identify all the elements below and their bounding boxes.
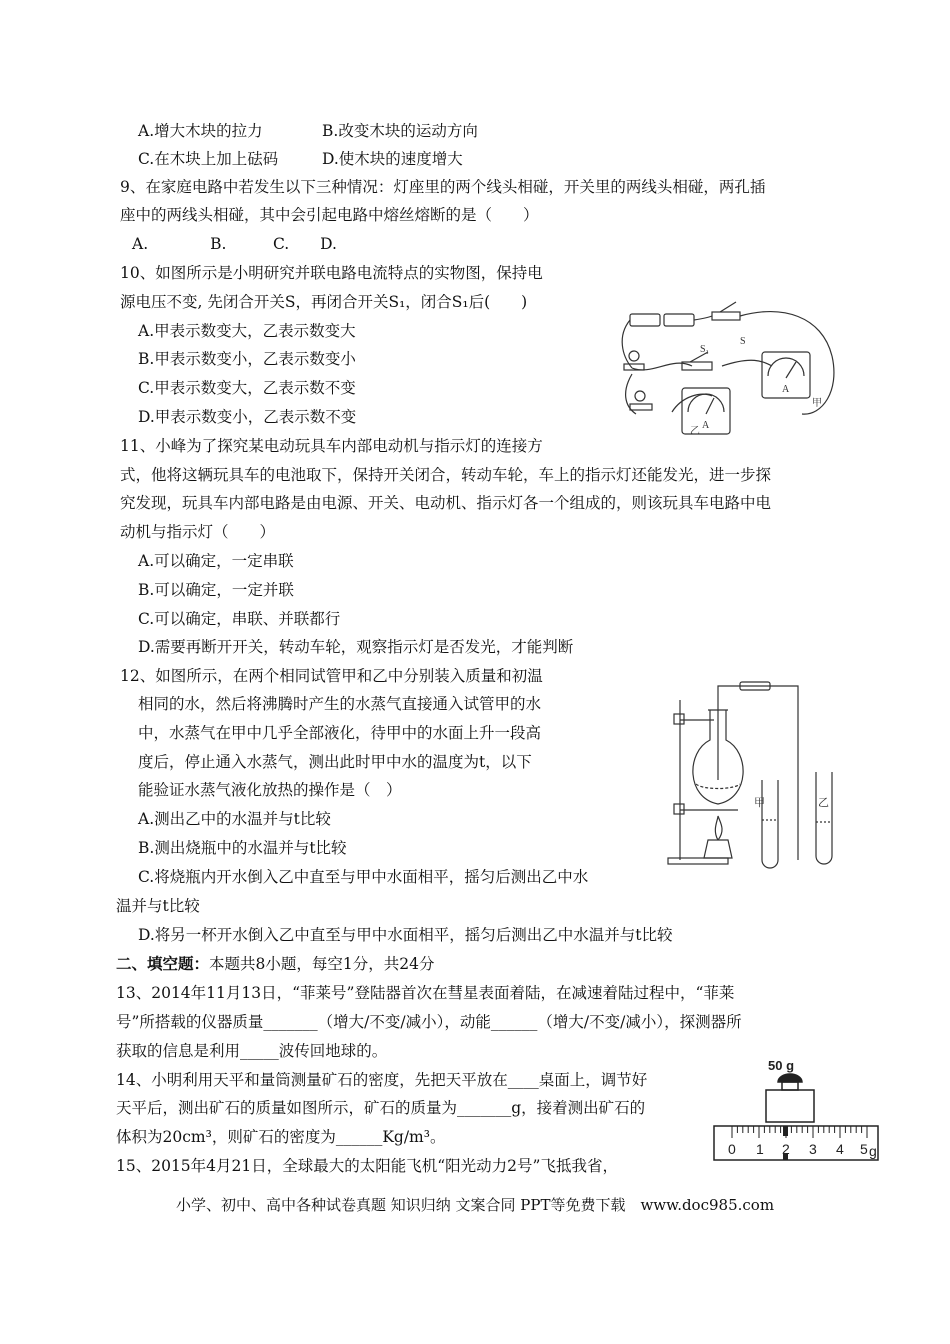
q11-option-d: D.需要再断开开关，转动车轮，观察指示灯是否发光，才能判断: [138, 638, 574, 656]
q12-option-a: A.测出乙中的水温并与t比较: [138, 810, 331, 828]
balance-weight-figure: [712, 1054, 882, 1164]
q10-option-b: B.甲表示数变小，乙表示数变小: [138, 350, 356, 368]
fig-label-jia: 甲: [812, 398, 822, 409]
q13-line-1: 13、2014年11月13日，“菲莱号”登陆器首次在彗星表面着陆，在减速着陆过程中，“菲莱: [116, 984, 735, 1002]
q14-line-1: 14、小明利用天平和量筒测量矿石的密度，先把天平放在____桌面上，调节好: [116, 1071, 648, 1089]
scale-label-1: 1: [756, 1141, 764, 1157]
fig-label-a-jia: A: [782, 384, 790, 395]
q8-option-c: C.在木块上加上砝码: [138, 150, 279, 168]
scale-unit: g: [869, 1143, 877, 1159]
scale-label-0: 0: [728, 1141, 736, 1157]
q15-line-1: 15、2015年4月21日，全球最大的太阳能飞机“阳光动力2号”飞抵我省，: [116, 1157, 618, 1175]
q11-option-a: A.可以确定，一定串联: [138, 552, 294, 570]
scale-label-3: 3: [809, 1141, 817, 1157]
q9-line-2: 座中的两线头相碰，其中会引起电路中熔丝熔断的是（ ）: [120, 206, 539, 224]
scale-label-4: 4: [836, 1141, 844, 1157]
steam-apparatus-figure: [658, 680, 848, 870]
parallel-circuit-figure: [612, 296, 844, 436]
q14-line-2: 天平后，测出矿石的质量如图所示，矿石的质量为_______g，接着测出矿石的: [116, 1099, 646, 1117]
q11-option-b: B.可以确定，一定并联: [138, 581, 294, 599]
q9-line-1: 9、在家庭电路中若发生以下三种情况：灯座里的两个线头相碰，开关里的两线头相碰，两孔插: [120, 178, 766, 196]
scale-label-5: 5: [860, 1141, 868, 1157]
q12-line-4: 度后，停止通入水蒸气，测出此时甲中水的温度为t，以下: [138, 753, 532, 771]
q12-line-2: 相同的水，然后将沸腾时产生的水蒸气直接通入试管甲的水: [138, 695, 542, 713]
weight-label: 50 g: [768, 1058, 795, 1073]
q11-line-4: 动机与指示灯（ ）: [120, 523, 276, 541]
q12-option-b: B.测出烧瓶中的水温并与t比较: [138, 839, 347, 857]
fig-label-tube-jia: 甲: [754, 797, 765, 809]
q10-option-d: D.甲表示数变小，乙表示数不变: [138, 408, 357, 426]
q12-option-c-line-1: C.将烧瓶内开水倒入乙中直至与甲中水面相平，摇匀后测出乙中水: [138, 868, 589, 886]
section-2-heading: [116, 953, 434, 975]
q10-option-c: C.甲表示数变大，乙表示数不变: [138, 379, 356, 397]
q11-line-3: 究发现，玩具车内部电路是由电源、开关、电动机、指示灯各一个组成的，则该玩具车电路中电: [120, 494, 772, 512]
q13-line-2: 号”所搭载的仪器质量_______（增大/不变/减小），动能______（增大/不变/减小），探测器所: [116, 1013, 742, 1031]
rider-marker-top: [783, 1126, 788, 1136]
q10-line-1: 10、如图所示是小明研究并联电路电流特点的实物图，保持电: [120, 264, 543, 282]
q12-line-5: 能验证水蒸气液化放热的操作是（ ）: [138, 781, 402, 799]
q12-option-c-line-2: 温并与t比较: [116, 897, 200, 915]
q12-line-1: 12、如图所示，在两个相同试管甲和乙中分别装入质量和初温: [120, 667, 543, 685]
fig-label-s: S: [740, 336, 746, 347]
page-footer: 小学、初中、高中各种试卷真题 知识归纳 文案合同 PPT等免费下载 www.doc985.com: [175, 1196, 775, 1214]
q14-line-3: 体积为20cm³，则矿石的密度为______Kg/m³。: [116, 1128, 446, 1146]
q11-option-c: C.可以确定，串联、并联都行: [138, 610, 341, 628]
fig-label-tube-yi: 乙: [818, 797, 829, 809]
q8-option-d: D.使木块的速度增大: [322, 150, 463, 168]
q8-option-b: B.改变木块的运动方向: [322, 122, 478, 140]
q11-line-1: 11、小峰为了探究某电动玩具车内部电动机与指示灯的连接方: [120, 437, 543, 455]
section-2-title: 二、填空题：: [116, 954, 210, 973]
q13-line-3: 获取的信息是利用_____波传回地球的。: [116, 1042, 388, 1060]
q10-line-2: 源电压不变, 先闭合开关S，再闭合开关S₁，闭合S₁后( ): [120, 293, 528, 311]
section-2-description: 本题共8小题，每空1分，共24分: [209, 955, 435, 973]
q9-options: A. B. C. D.: [132, 235, 337, 253]
q12-option-d: D.将另一杯开水倒入乙中直至与甲中水面相平，摇匀后测出乙中水温并与t比较: [138, 926, 673, 944]
scale-label-2: 2: [782, 1141, 790, 1157]
fig-label-a-yi: A: [702, 420, 710, 431]
q11-line-2: 式，他将这辆玩具车的电池取下，保持开关闭合，转动车轮，车上的指示灯还能发光，进一步探: [120, 466, 772, 484]
q12-line-3: 中，水蒸气在甲中几乎全部液化，待甲中的水面上升一段高: [138, 724, 542, 742]
fig-label-yi: 乙: [690, 426, 700, 436]
fig-label-s1: S₁: [700, 344, 710, 355]
q10-option-a: A.甲表示数变大，乙表示数变大: [138, 322, 356, 340]
q8-option-a: A.增大木块的拉力: [138, 122, 263, 140]
